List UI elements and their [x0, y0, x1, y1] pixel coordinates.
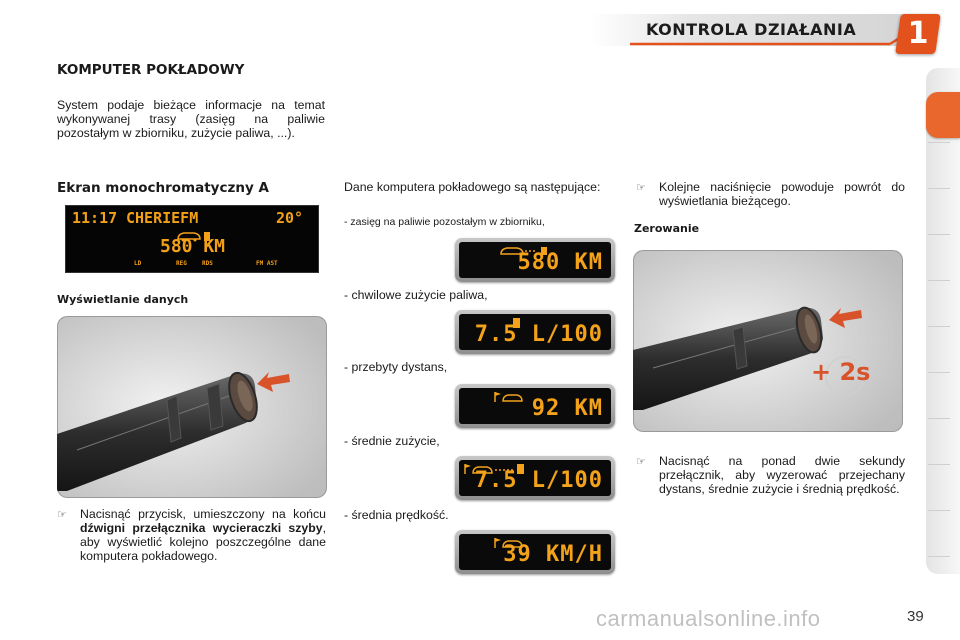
screen-time: 11:17 [72, 209, 118, 227]
tab-divider [928, 142, 950, 143]
wiper-stalk-photo [57, 316, 327, 498]
screen-indicator: FM AST [256, 260, 278, 267]
display-average-consumption [455, 456, 615, 500]
tab-divider [928, 234, 950, 235]
screen-indicator: LD [134, 260, 142, 267]
screen-radio: CHERIEFM [126, 209, 199, 227]
tab-divider [928, 372, 950, 373]
tab-divider [928, 464, 950, 465]
hand-pointer-icon: ☞ [636, 182, 646, 194]
page-number: 39 [907, 608, 924, 625]
tab-divider [928, 418, 950, 419]
tab-divider [928, 556, 950, 557]
display-distance [455, 384, 615, 428]
data-item-instant-consumption: - chwilowe zużycie paliwa, [344, 288, 488, 302]
screen-temperature: 20° [276, 209, 304, 227]
wiper-stalk-reset-photo [633, 250, 903, 432]
bullet-press-button [80, 507, 326, 563]
display-instant-consumption [455, 310, 615, 354]
screen-indicator: RDS [202, 260, 213, 267]
hold-duration-label: + 2s [811, 358, 871, 386]
data-item-average-speed: - średnia prędkość. [344, 508, 449, 522]
monochrome-screen [65, 205, 319, 273]
display-distance-value: 92 KM [531, 396, 603, 421]
data-item-distance: - przebyty dystans, [344, 360, 448, 374]
tab-divider [928, 510, 950, 511]
screen-range: 580 KM [160, 236, 226, 257]
screen-indicator: REG [176, 260, 187, 267]
display-average-speed [455, 530, 615, 574]
hand-pointer-icon: ☞ [636, 456, 646, 468]
reset-heading: Zerowanie [634, 222, 700, 235]
data-item-range: - zasięg na paliwie pozostałym w zbiorniku, [344, 216, 545, 228]
display-range-value: 580 KM [517, 250, 603, 275]
arrow-icon [829, 306, 863, 330]
header-title: KONTROLA DZIAŁANIA [646, 20, 857, 39]
section-title: KOMPUTER POKŁADOWY [57, 62, 245, 78]
intro-paragraph: System podaje bieżące informacje na temat wykonywanej trasy (zasięg na paliwie pozostałym w zbiorniku, zużycie paliwa, ...). [57, 98, 325, 140]
bullet-return: Kolejne naciśnięcie powoduje powrót do wyświetlania bieżącego. [659, 180, 905, 208]
arrow-icon [257, 370, 291, 394]
display-range [455, 238, 615, 282]
display-instant-consumption-value: 7.5 L/100 [474, 322, 603, 347]
tab-divider [928, 326, 950, 327]
data-intro: Dane komputera pokładowego są następujące: [344, 180, 601, 194]
data-item-average-consumption: - średnie zużycie, [344, 434, 440, 448]
chapter-number: 1 [907, 16, 929, 51]
tab-divider [928, 280, 950, 281]
display-average-consumption-value: 7.5 L/100 [474, 468, 603, 493]
bullet-reset: Nacisnąć na ponad dwie sekundy przełącznik, aby wyzerować przejechany dystans, średnie zużycie i średnią prędkość. [659, 454, 905, 496]
hand-pointer-icon: ☞ [57, 509, 67, 521]
bullet-text-pre: Nacisnąć przycisk, umieszczony na końcu [80, 507, 326, 521]
side-tab-active[interactable] [926, 92, 960, 138]
mono-screen-heading: Ekran monochromatyczny A [57, 180, 269, 196]
display-average-speed-value: 39 KM/H [503, 542, 603, 567]
display-heading: Wyświetlanie danych [57, 293, 189, 306]
bullet-text-post: , aby wyświetlić kolejno poszczególne dane komputera pokładowego. [80, 521, 326, 563]
bullet-text-bold: dźwigni przełącznika wycieraczki szyby [80, 521, 323, 535]
side-tabs [926, 68, 960, 574]
watermark: carmanualsonline.info [596, 606, 821, 631]
tab-divider [928, 188, 950, 189]
